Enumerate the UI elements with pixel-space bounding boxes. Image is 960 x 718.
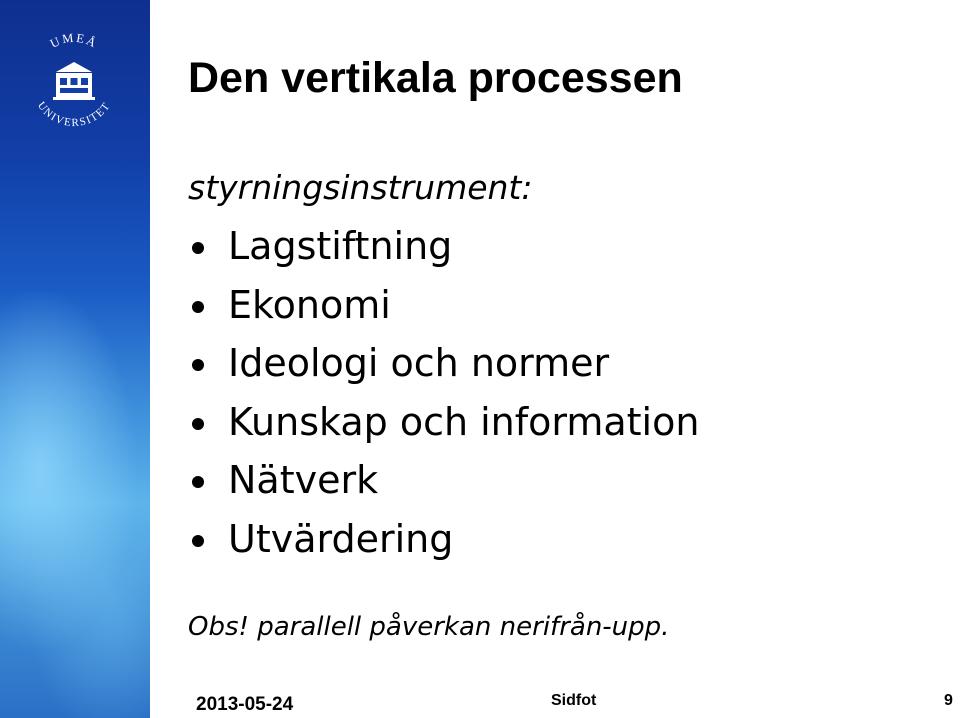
page-number: 9 <box>944 692 953 709</box>
footer-label: Sidfot <box>551 692 597 709</box>
bullet-item: Kunskap och information <box>188 398 699 457</box>
bullet-item: Utvärdering <box>188 515 699 574</box>
bullet-item: Ekonomi <box>188 281 699 340</box>
slide-note: Obs! parallell påverkan nerifrån-upp. <box>188 612 670 642</box>
bullet-item: Ideologi och normer <box>188 339 699 398</box>
slide-subtitle: styrningsinstrument: <box>188 168 533 207</box>
bullet-item: Nätverk <box>188 456 699 515</box>
bullet-list <box>188 222 699 573</box>
bullet-item: Lagstiftning <box>188 222 699 281</box>
svg-text:UMEÅ: UMEÅ <box>47 30 101 51</box>
umea-university-seal-icon <box>22 28 126 132</box>
svg-text:UNIVERSITET: UNIVERSITET <box>34 99 114 130</box>
sidebar-banner <box>0 0 150 718</box>
footer-date: 2013-05-24 <box>196 694 294 715</box>
slide-title: Den vertikala processen <box>188 54 683 102</box>
